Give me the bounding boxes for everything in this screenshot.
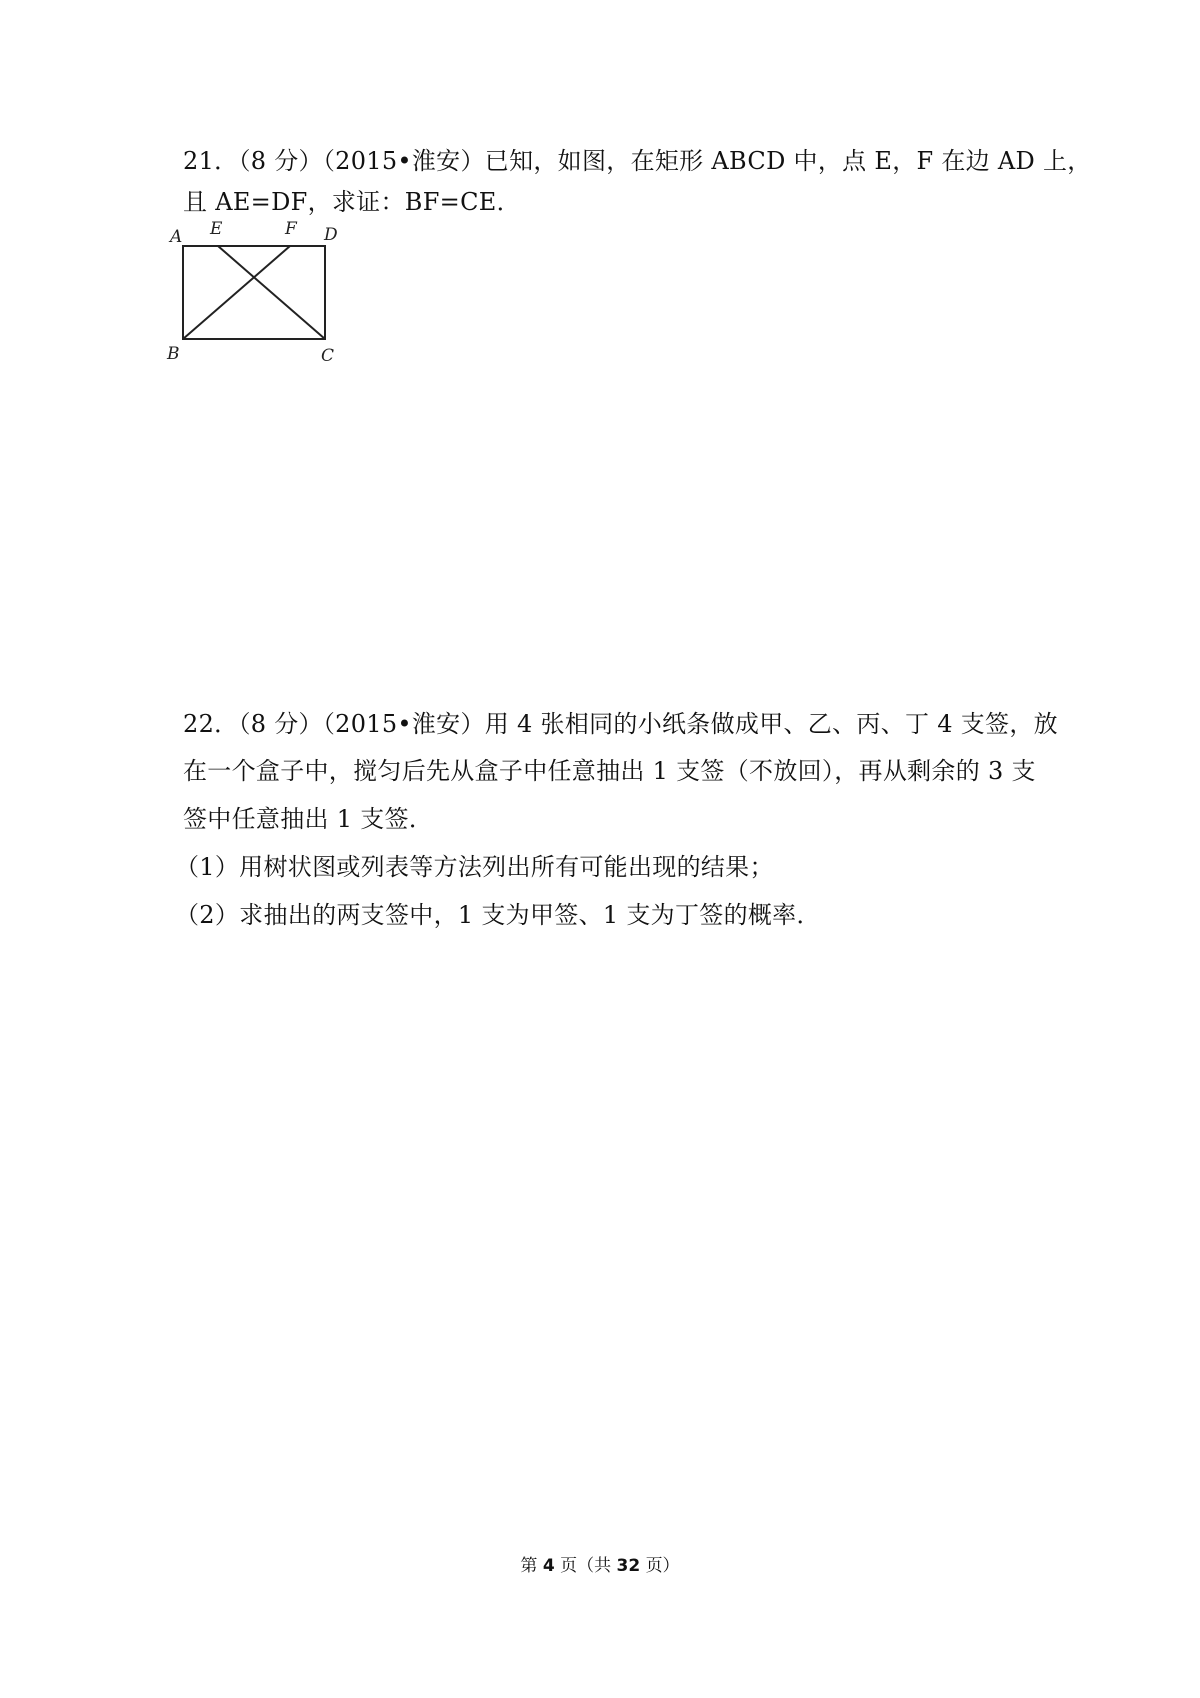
label-f: F — [285, 219, 297, 239]
footer-middle: 页（共 — [560, 1556, 612, 1576]
problem-22-line-3: 签中任意抽出 1 支签． — [183, 805, 434, 833]
problem-21-line-1: 21．（8 分）（2015•淮安）已知，如图，在矩形 ABCD 中，点 E，F 在边 AD 上， — [183, 147, 1092, 175]
problem-22-line-2: 在一个盒子中，搅匀后先从盒子中任意抽出 1 支签（不放回），再从剩余的 3 支 — [183, 757, 1036, 785]
page-footer — [0, 1555, 1200, 1577]
label-b: B — [167, 344, 180, 364]
problem-22-part-1: （1）用树状图或列表等方法列出所有可能出现的结果； — [175, 853, 774, 881]
footer-total-pages: 32 — [616, 1556, 641, 1576]
footer-suffix: 页） — [645, 1556, 680, 1576]
label-a: A — [170, 227, 183, 247]
segment-fb — [183, 246, 290, 339]
rectangle-abcd — [183, 246, 325, 339]
label-d: D — [324, 225, 338, 245]
rectangle-abcd-figure — [167, 219, 376, 372]
problem-21-line-2: 且 AE=DF，求证：BF=CE． — [183, 188, 521, 216]
segment-ec — [218, 246, 325, 339]
problem-22-part-2: （2）求抽出的两支签中，1 支为甲签、1 支为丁签的概率． — [175, 901, 821, 929]
footer-prefix: 第 — [520, 1556, 538, 1576]
footer-page-number: 4 — [542, 1556, 555, 1576]
label-c: C — [321, 346, 335, 366]
label-e: E — [210, 219, 223, 239]
problem-22-line-1: 22．（8 分）（2015•淮安）用 4 张相同的小纸条做成甲、乙、丙、丁 4 支签，放 — [183, 710, 1058, 738]
